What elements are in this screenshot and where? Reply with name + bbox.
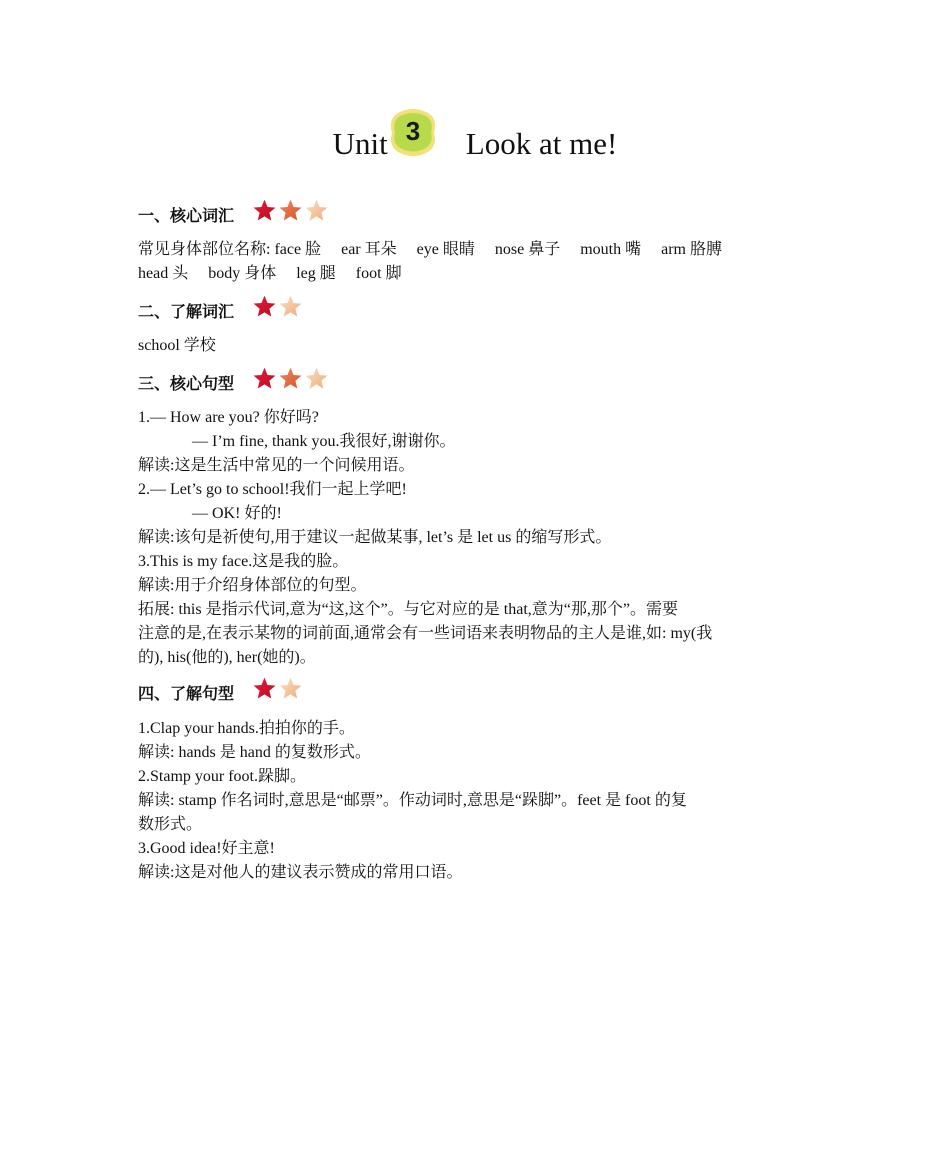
explanation-line: 解读: stamp 作名词时,意思是“邮票”。作动词时,意思是“跺脚”。feet 是 foot 的复 — [138, 792, 687, 809]
section-heading-text: 一、核心词汇 — [138, 206, 235, 225]
star-icon — [278, 294, 303, 319]
unit-number: 3 — [405, 116, 421, 146]
sentence-line: 2.Stamp your foot.跺脚。 — [138, 768, 306, 785]
vocab-item: nose 鼻子 — [494, 241, 561, 258]
section-heading-text: 三、核心句型 — [138, 374, 235, 393]
title-unit: Unit — [332, 126, 388, 161]
star-rating — [252, 676, 304, 701]
star-icon — [278, 198, 303, 223]
section-heading-text: 四、了解句型 — [138, 684, 235, 703]
unit-number-badge — [388, 107, 438, 157]
extension-line: 拓展: this 是指示代词,意为“这,这个”。与它对应的是 that,意为“那,那个”。需要 — [138, 601, 678, 618]
known-vocab-line: school 学校 — [138, 337, 216, 354]
star-icon — [252, 198, 277, 223]
vocab-item: eye 眼睛 — [416, 241, 475, 258]
explanation-line: 解读:用于介绍身体部位的句型。 — [138, 577, 367, 594]
sentence-line: — I’m fine, thank you.我很好,谢谢你。 — [192, 433, 456, 450]
vocab-item: foot 脚 — [355, 265, 402, 282]
star-icon — [252, 676, 277, 701]
vocab-item: body 身体 — [208, 265, 277, 282]
extension-line: 的), his(他的), her(她的)。 — [138, 649, 316, 666]
star-icon — [252, 366, 277, 391]
sentence-line: 3.This is my face.这是我的脸。 — [138, 553, 349, 570]
explanation-line: 解读:这是生活中常见的一个问候用语。 — [138, 457, 415, 474]
star-icon — [278, 676, 303, 701]
star-icon — [304, 366, 329, 391]
title-subtitle: Look at me! — [465, 126, 618, 161]
extension-line: 注意的是,在表示某物的词前面,通常会有一些词语来表明物品的主人是谁,如: my(我 — [138, 625, 713, 642]
vocab-item: ear 耳朵 — [341, 241, 397, 258]
vocab-item: leg 腿 — [296, 265, 336, 282]
explanation-line: 解读: hands 是 hand 的复数形式。 — [138, 744, 371, 761]
page-title — [0, 114, 950, 174]
vocab-item: arm 胳膊 — [661, 241, 722, 258]
star-icon — [252, 294, 277, 319]
sentence-line: 3.Good idea!好主意! — [138, 840, 275, 857]
section-heading-core-sentences — [138, 370, 330, 395]
section-heading-known-vocab — [138, 298, 304, 323]
sentence-line: 1.— How are you? 你好吗? — [138, 409, 319, 426]
star-rating — [252, 198, 330, 223]
sentence-line: 2.— Let’s go to school!我们一起上学吧! — [138, 481, 407, 498]
section-heading-text: 二、了解词汇 — [138, 302, 235, 321]
vocab-prefix: 常见身体部位名称: — [138, 241, 271, 258]
explanation-line: 解读:这是对他人的建议表示赞成的常用口语。 — [138, 864, 463, 881]
section-heading-known-sentences — [138, 680, 304, 705]
star-rating — [252, 366, 330, 391]
explanation-line: 数形式。 — [138, 816, 203, 833]
sentence-line: — OK! 好的! — [192, 505, 282, 522]
vocab-item: face 脸 — [274, 241, 322, 258]
star-icon — [278, 366, 303, 391]
vocab-line-2 — [138, 262, 402, 286]
vocab-item: head 头 — [138, 265, 189, 282]
vocab-item: mouth 嘴 — [580, 241, 642, 258]
star-icon — [304, 198, 329, 223]
section-heading-core-vocab — [138, 202, 330, 227]
explanation-line: 解读:该句是祈使句,用于建议一起做某事, let’s 是 let us 的缩写形式。 — [138, 529, 612, 546]
sentence-line: 1.Clap your hands.拍拍你的手。 — [138, 720, 355, 737]
star-rating — [252, 294, 304, 319]
vocab-line-1 — [138, 238, 722, 262]
